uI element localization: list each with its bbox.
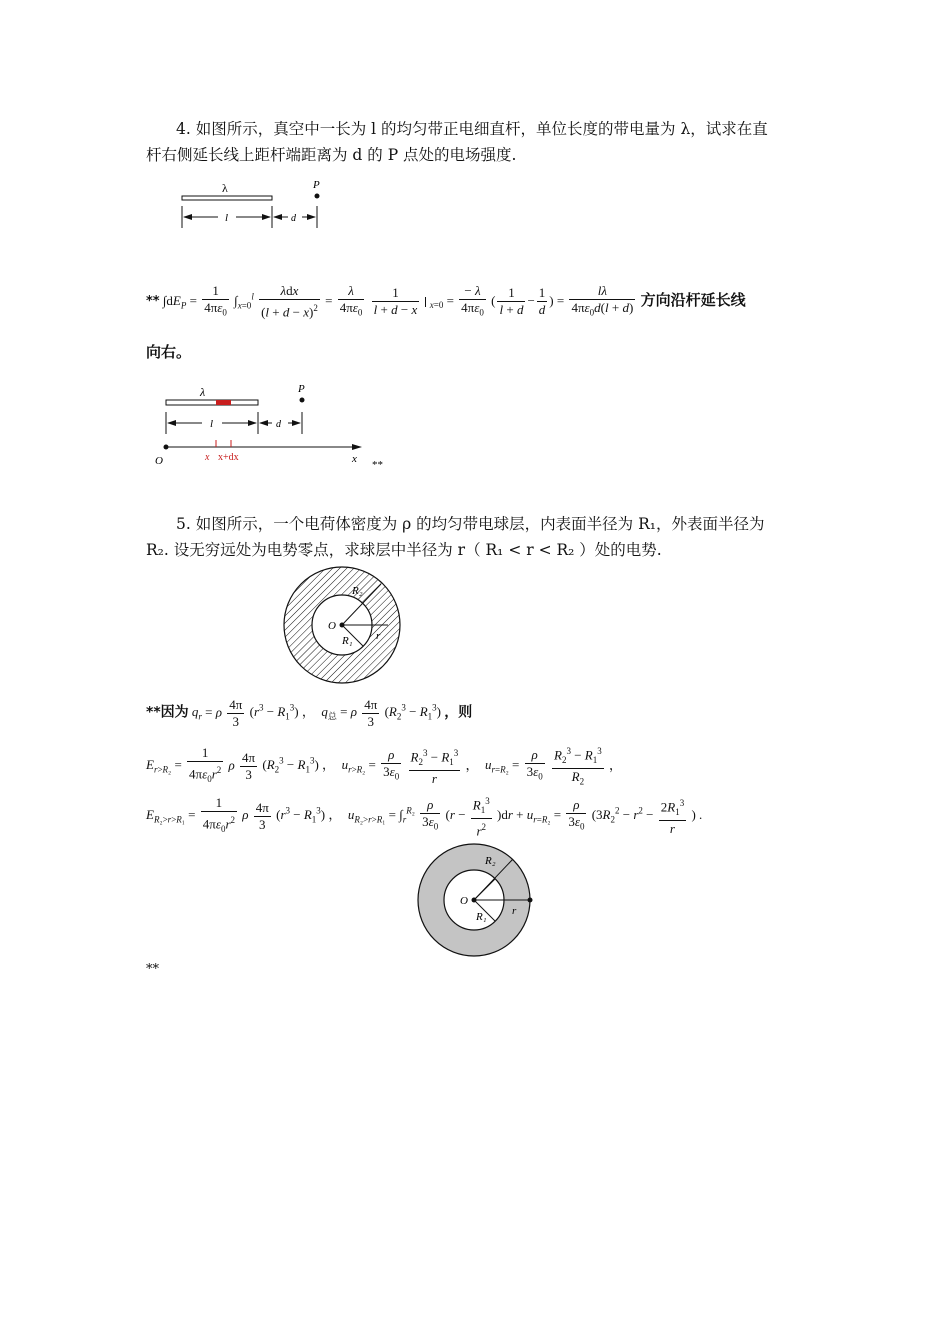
- problem5-inner-equations: $E_{R_2>r>R_1}$ = $\frac{1}{4\pi\varepsilon_0r^2}$ ρ $\frac{4\pi}{3}$ $(r^3 - R_1^3)$ ， $u_{R_2>r>R_1} = \int_r^{R_2}$ $\frac{\rho}{3\varepsilon_0}$ (r − $\frac{R_1^3}{r^2}$ )$dr + u_{r=R_2}$ = $\frac{\rho}{3\varepsilon_0}$ ($3R_2^2 - r^2$ − $\frac{2R_1^3}{r}$ ) .: [146, 793, 702, 839]
- shell1-r: r: [376, 630, 381, 642]
- problem4-line2: 杆右侧延长线上距杆端距离为 d 的 P 点处的电场强度.: [146, 146, 517, 164]
- shell1-R2: R₂: [352, 585, 363, 597]
- fig2-end-marker: **: [372, 459, 383, 471]
- problem4-line1: 4. 如图所示，真空中一长为 l 的均匀带正电细直杆，单位长度的带电量为 λ，试求在直: [176, 120, 768, 138]
- fig2-l: l: [210, 418, 214, 430]
- fig1-lambda: λ: [222, 181, 228, 195]
- shell1-O: O: [328, 620, 336, 632]
- shell2-R2: R₂: [485, 855, 496, 867]
- fig1-P: P: [313, 179, 320, 191]
- problem5-end-marker: **: [146, 962, 159, 977]
- shell2-r: r: [512, 905, 517, 917]
- shell2-O: O: [460, 895, 468, 907]
- problem4-answer-cont: 向右。: [146, 343, 192, 361]
- shell1-R1: R₁: [342, 635, 353, 647]
- problem5-line2: R₂. 设无穷远处为电势零点，求球层中半径为 r（ R₁ < r < R₂ ）处的电势.: [146, 541, 662, 559]
- rod-figure-1: [170, 176, 340, 234]
- gray-shell-figure: [415, 842, 535, 962]
- problem5-outer-equations: $E_{r>R_2}$ = $\frac{1}{4\pi\varepsilon_0r^2}$ ρ $\frac{4\pi}{3}$ $(R_2^3 - R_1^3)$ ， $u_{r>R_2}$ = $\frac{\rho}{3\varepsilon_0}$ $\frac{R_2^3 - R_1^3}{r}$ ， $u_{r=R_2}$ = $\frac{\rho}{3\varepsilon_0}$ $\frac{R_2^3 - R_1^3}{R_2}$ ，: [146, 743, 622, 790]
- fig2-P: P: [298, 383, 305, 395]
- problem5-line1: 5. 如图所示，一个电荷体密度为 ρ 的均匀带电球层，内表面半径为 R₁，外表面半径为: [176, 515, 765, 533]
- shell2-R1: R₁: [476, 911, 487, 923]
- fig2-lambda: λ: [200, 385, 206, 399]
- fig2-x-axis: x: [352, 453, 357, 465]
- fig2-O: O: [155, 455, 163, 467]
- fig2-x-right: x+dx: [218, 452, 239, 463]
- problem4-answer-equation: ** $\int dE_P$ = $\frac{1}{4\pi\varepsilon_0}$ $\int_{x=0}^l$ $\frac{\text{λdx}}{(l + d - x)^2}$ = $\frac{\lambda}{4\pi\varepsilon_0}$ $\frac{1}{l + d - x}$ $_{x=0}$ = $\frac{- \lambda}{4\pi\varepsilon_0}$ ( $\frac{1}{l + d}$ − $\frac{1}{d}$ ) = $\frac{l\lambda}{4\pi\varepsilon_0d(l + d)}$ 方向沿杆延长线: [146, 283, 746, 320]
- fig2-x-left: x: [205, 452, 210, 463]
- problem5-charge-equations: **因为 $q_r = \rho$ $\frac{4\pi}{3}$ $(r^3 - R_1^3)$ ， $q_总 = \rho$ $\frac{4\pi}{3}$ $(R_2^3 - R_1^3)$ ，则: [146, 697, 473, 729]
- fig1-d: d: [291, 213, 296, 224]
- fig1-l: l: [225, 212, 229, 224]
- hatched-shell-figure: [280, 564, 404, 688]
- rod-figure-2: [150, 378, 400, 478]
- fig2-d: d: [276, 419, 281, 430]
